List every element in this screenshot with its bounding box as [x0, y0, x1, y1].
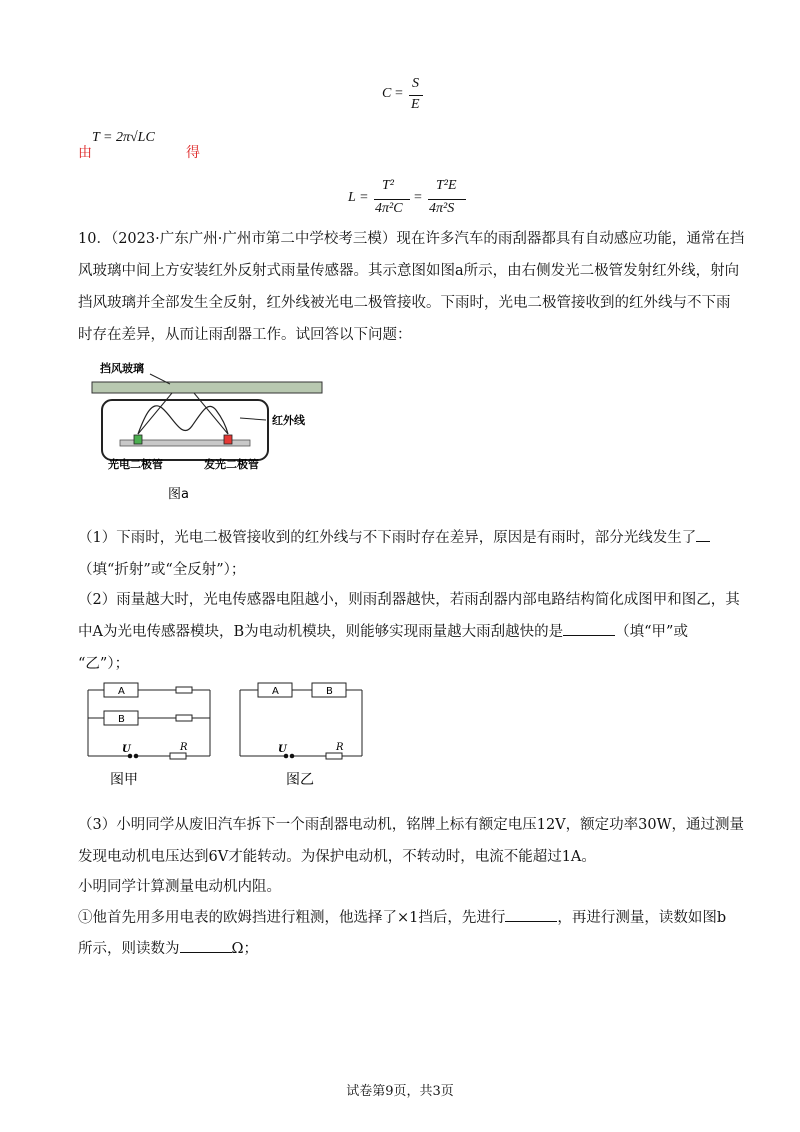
middle-resistor: [176, 715, 192, 721]
terminal-right: [134, 754, 139, 759]
part2-text-2a: 中A为光电传感器模块，B为电动机模块，则能够实现雨量越大雨刮越快的是: [78, 624, 564, 640]
question-intro-line-1: [78, 224, 744, 255]
question-intro-line-4: 时存在差异，从而让雨刮器工作。试回答以下问题：: [78, 327, 412, 343]
intro-text-1: （2023·广东广州·广州市第二中学校考三模）现在许多汽车的雨刮器都具有自动感应功能，通常在挡: [110, 231, 745, 247]
part2-line-2: [78, 617, 688, 648]
equation-c: [382, 76, 442, 116]
part2-line-3: “乙”）；: [78, 656, 130, 672]
circuit-yi: [236, 680, 376, 790]
question-intro-line-2: 风玻璃中间上方安装红外反射式雨量传感器。其示意图如图a所示，由右侧发光二极管发射红外线，射向: [78, 263, 740, 279]
part3-line-4: [78, 903, 726, 934]
eq-l-num-1: T²: [382, 178, 394, 193]
part1-answer-blank[interactable]: [696, 527, 710, 542]
circuit-yi-caption: 图乙: [286, 772, 314, 788]
equation-t-line: [78, 130, 238, 160]
eq-c-equals: =: [395, 86, 403, 101]
led-diode: [224, 435, 232, 444]
windshield-glass: [92, 382, 322, 393]
infrared-wave: [138, 406, 228, 434]
circuit-yi-u-label: U: [278, 744, 287, 755]
terminal-right: [290, 754, 295, 759]
part1-line-2: （填“折射”或“全反射”）；: [78, 562, 246, 578]
part3-line-2: 发现电动机电压达到6V才能转动。为保护电动机，不转动时，电流不能超过1A。: [78, 849, 596, 865]
led-label: 发光二极管: [204, 458, 259, 471]
fraction-bar: [428, 199, 466, 200]
pd-label: 光电二极管: [108, 458, 163, 471]
circuit-jia-caption: 图甲: [110, 772, 138, 788]
part3-line-3: 小明同学计算测量电动机内阻。: [78, 879, 281, 895]
part3-text-4a: ①他首先用多用电表的欧姆挡进行粗测，他选择了×1挡后，先进行: [78, 910, 506, 926]
ir-pointer: [240, 418, 266, 420]
part3-reading-blank[interactable]: [180, 938, 232, 953]
part1-line-1: [78, 523, 710, 554]
circuit-jia-a-label: A: [118, 686, 125, 697]
part3-line-1: （3）小明同学从废旧汽车拆下一个雨刮器电动机，铭牌上标有额定电压12V，额定功率30W，通过测量: [78, 817, 744, 833]
top-resistor: [176, 687, 192, 693]
eq-c-lhs: C: [382, 86, 392, 101]
eq-t: T = 2π√LC: [92, 130, 155, 145]
eq-l-equals-2: =: [414, 190, 422, 205]
circuit-yi-r-label: R: [336, 742, 344, 753]
figure-a-diagram: [90, 360, 330, 510]
circuit-jia: [84, 680, 224, 790]
bottom-resistor-r: [326, 753, 342, 759]
part3-line-5: [78, 934, 258, 965]
circuit-jia-u-label: U: [122, 744, 131, 755]
fraction-bar: [409, 95, 423, 96]
part3-text-5a: 所示，则读数为: [78, 941, 180, 957]
photodiode: [134, 435, 142, 444]
part2-answer-blank[interactable]: [563, 621, 615, 636]
part3-text-4b: ，再进行测量，读数如图b: [557, 910, 727, 926]
eq-t-prefix: 由: [78, 145, 92, 161]
circuit-jia-r-label: R: [180, 742, 188, 753]
bottom-resistor-r: [170, 753, 186, 759]
circuit-yi-diagram: [236, 680, 376, 790]
eq-l-num-2: T²E: [436, 178, 457, 193]
part3-step-blank[interactable]: [505, 907, 557, 922]
figure-a-caption: 图a: [168, 487, 189, 502]
circuit-yi-b-label: B: [326, 686, 333, 697]
eq-t-suffix: 得: [186, 145, 200, 161]
eq-l-equals-1: =: [360, 190, 368, 205]
question-intro-line-3: 挡风玻璃并全部发生全反射，红外线被光电二极管接收。下雨时，光电二极管接收到的红外线与不下雨: [78, 295, 731, 311]
circuit-yi-a-label: A: [272, 686, 279, 697]
eq-l-lhs: L: [348, 190, 356, 205]
figure-a: [90, 360, 330, 510]
part3-text-5b: Ω；: [231, 941, 259, 957]
part2-text-2b: （填“甲”或: [615, 624, 688, 640]
eq-l-den-2: 4π²S: [429, 201, 455, 216]
question-number: 10．: [78, 231, 111, 247]
part2-line-1: （2）雨量越大时，光电传感器电阻越小，则雨刮器越快，若雨刮器内部电路结构简化成图甲和图乙，其: [78, 592, 740, 608]
page-footer: 试卷第9页，共3页: [346, 1084, 454, 1099]
circuit-jia-diagram: [84, 680, 224, 790]
circuit-jia-b-label: B: [118, 714, 125, 725]
eq-c-numerator: S: [412, 76, 419, 91]
fraction-bar: [374, 199, 410, 200]
ir-label: 红外线: [272, 414, 305, 427]
eq-l-den-1: 4π²C: [375, 201, 403, 216]
eq-c-denominator: E: [411, 97, 420, 112]
equation-l: [348, 178, 488, 222]
part1-text-1: （1）下雨时，光电二极管接收到的红外线与不下雨时存在差异，原因是有雨时，部分光线发生了: [78, 530, 697, 546]
glass-label: 挡风玻璃: [100, 362, 144, 375]
